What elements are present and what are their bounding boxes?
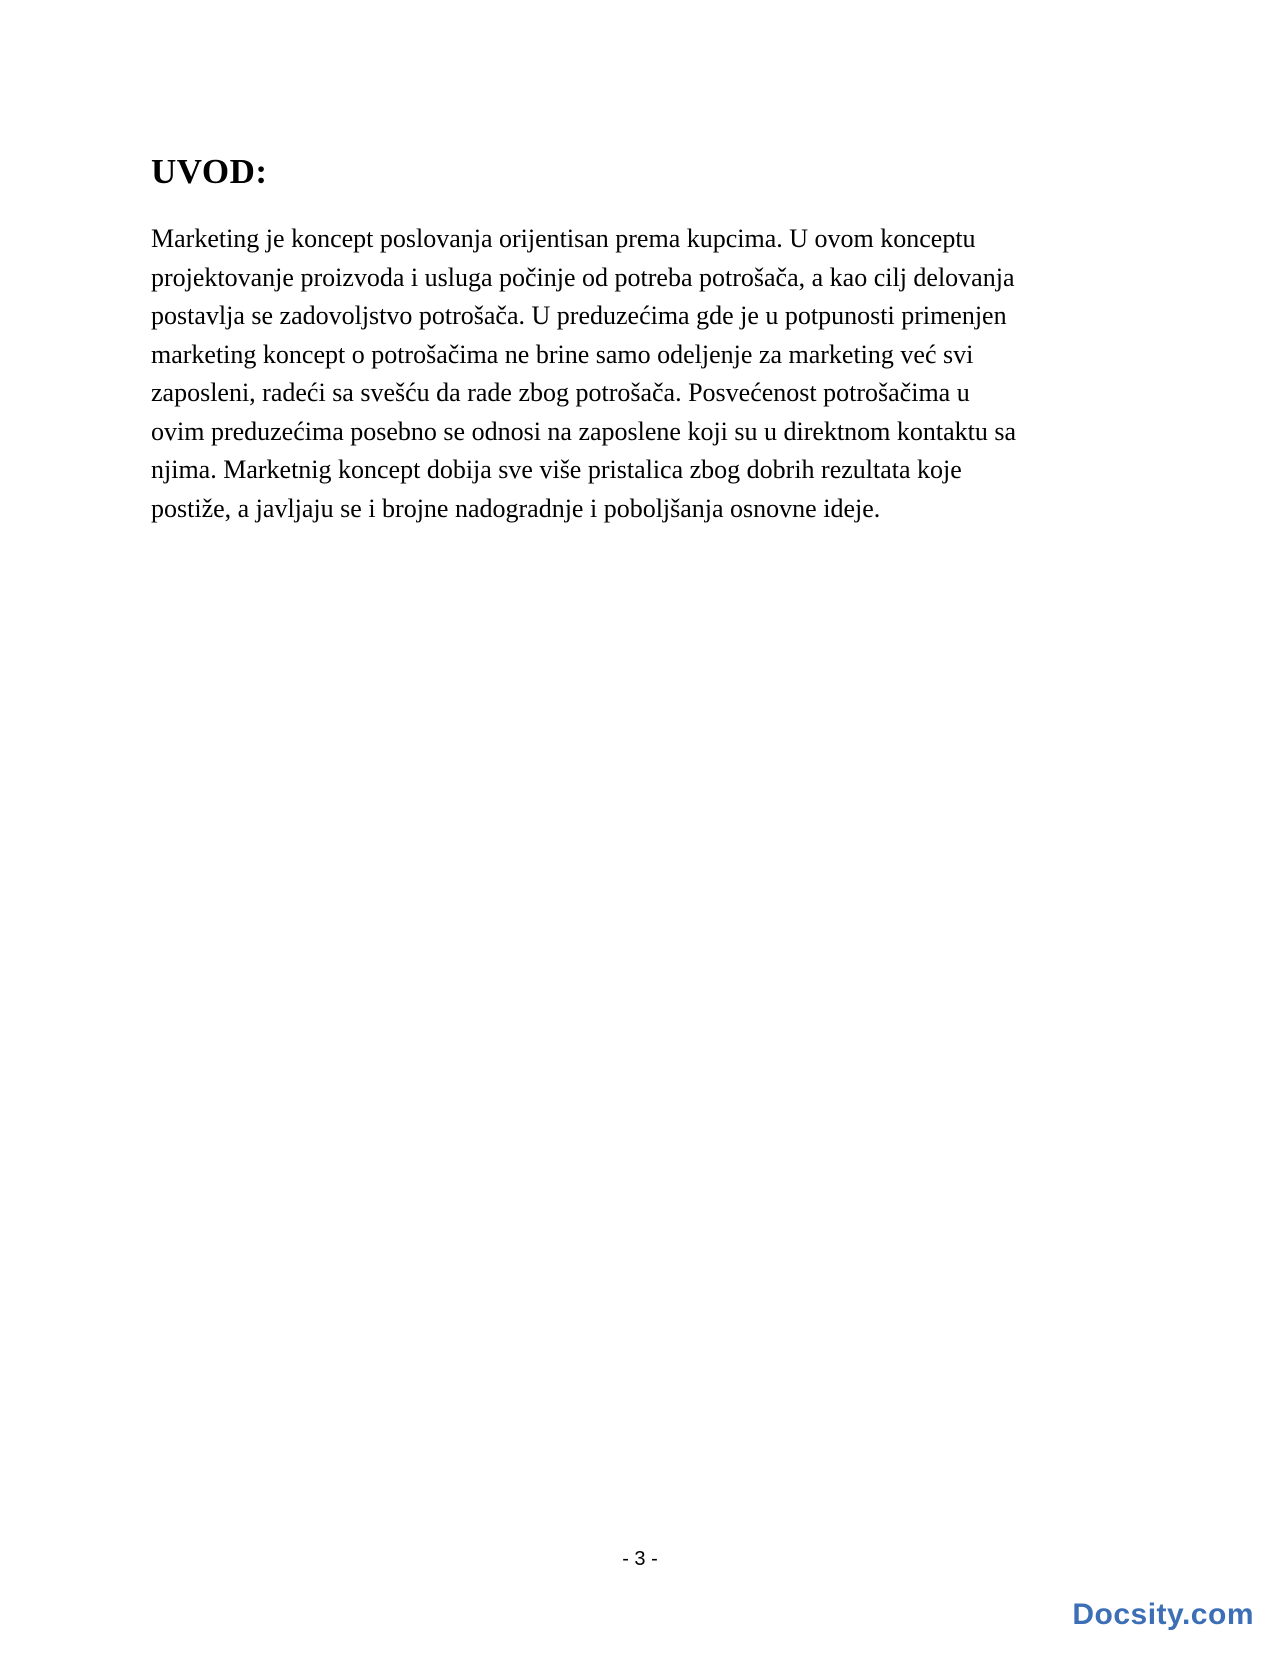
section-heading: UVOD:	[151, 152, 268, 191]
paragraph-line: projektovanje proizvoda i usluga počinje od potreba potrošača, a kao cilj delovanja	[151, 262, 1015, 292]
paragraph-line: Marketing je koncept poslovanja orijentisan prema kupcima. U ovom konceptu	[151, 224, 976, 253]
paragraph-line: postiže, a javljaju se i brojne nadogradnje i poboljšanja osnovne ideje.	[151, 493, 881, 523]
paragraph-line: postavlja se zadovoljstvo potrošača. U preduzećima gde je u potpunosti primenjen	[151, 301, 1007, 330]
page-number: - 3 -	[622, 1548, 658, 1570]
paragraph-line: ovim preduzećima posebno se odnosi na zaposlene koji su u direktnom kontaktu sa	[151, 416, 1017, 446]
intro-paragraph	[151, 220, 1131, 528]
paragraph-line: njima. Marketnig koncept dobija sve više pristalica zbog dobrih rezultata koje	[151, 455, 962, 484]
docsity-watermark: Docsity.com	[1072, 1598, 1254, 1631]
paragraph-line: marketing koncept o potrošačima ne brine samo odeljenje za marketing već svi	[151, 339, 974, 369]
paragraph-line: zaposleni, radeći sa svešću da rade zbog potrošača. Posvećenost potrošačima u	[151, 378, 970, 407]
